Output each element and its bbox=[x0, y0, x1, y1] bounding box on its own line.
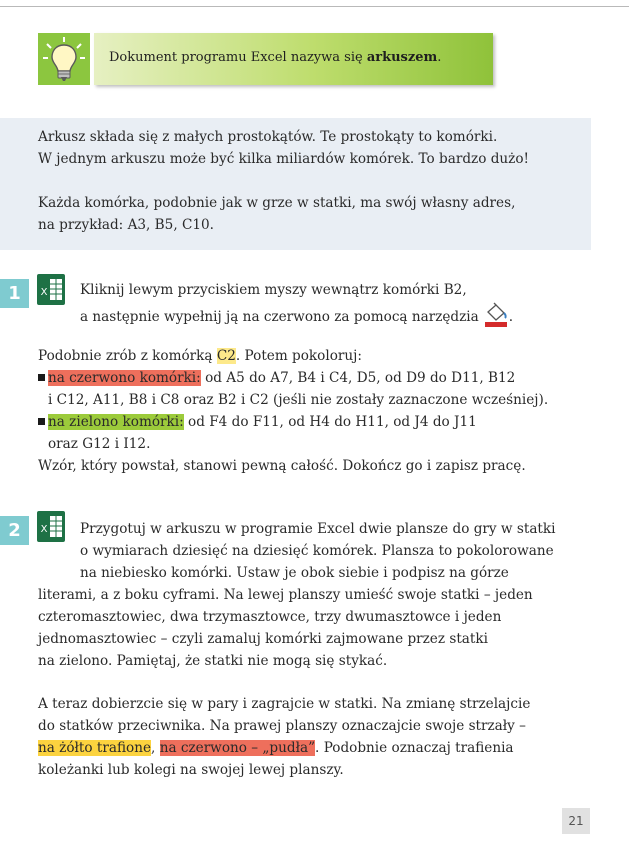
task2-line: na niebiesko komórki. Ustaw je obok siebie i podpisz na górze bbox=[80, 565, 509, 581]
tip-text: Dokument programu Excel nazywa się arkuszem. bbox=[109, 50, 442, 65]
task2-line: Przygotuj w arkuszu w programie Excel dwie plansze do gry w statki bbox=[80, 521, 556, 537]
task2-line: jednomasztowiec – czyli zamaluj komórki zajmowane przez statki bbox=[38, 631, 488, 647]
task2-line: o wymiarach dziesięć na dziesięć komórek. Plansza to pokolorowane bbox=[80, 543, 554, 559]
task2-line: na zielono. Pamiętaj, że statki nie mogą się stykać. bbox=[38, 653, 388, 669]
task2-line: literami, a z boku cyframi. Na lewej planszy umieść swoje statki – jeden bbox=[38, 587, 533, 603]
excel-icon bbox=[37, 511, 65, 542]
top-rule bbox=[0, 6, 629, 7]
tip-banner bbox=[94, 33, 493, 85]
bullet-icon bbox=[38, 374, 45, 381]
intro-line: na przykład: A3, B5, C10. bbox=[38, 217, 214, 233]
svg-text:X: X bbox=[40, 287, 48, 298]
task2-p2-line: na żółto trafione, na czerwono – „pudła”. Podobnie oznaczaj trafienia bbox=[38, 740, 514, 756]
page-number: 21 bbox=[562, 808, 590, 834]
task-number-badge: 1 bbox=[0, 279, 29, 308]
excel-icon bbox=[37, 274, 65, 305]
task1-green-item: na zielono komórki: od F4 do F11, od H4 do H11, od J4 do J11 bbox=[38, 411, 477, 433]
intro-line: Każda komórka, podobnie jak w grze w statki, ma swój własny adres, bbox=[38, 195, 516, 211]
task2-line: czteromasztowiec, dwa trzymasztowce, trzy dwumasztowce i jeden bbox=[38, 609, 502, 625]
intro-line: Arkusz składa się z małych prostokątów. Te prostokąty to komórki. bbox=[38, 129, 498, 145]
intro-line: W jednym arkuszu może być kilka miliardów komórek. To bardzo dużo! bbox=[38, 151, 529, 167]
task1-closing: Wzór, który powstał, stanowi pewną całość. Dokończ go i zapisz pracę. bbox=[38, 458, 526, 474]
task1-line2: a następnie wypełnij ją na czerwono za pomocą narzędzia . bbox=[80, 301, 513, 328]
task1-red-item: na czerwono komórki: od A5 do A7, B4 i C4, D5, od D9 do D11, B12 bbox=[38, 367, 515, 389]
task2-p2-line: A teraz dobierzcie się w pary i zagrajcie w statki. Na zmianę strzelajcie bbox=[38, 696, 531, 712]
task1-paragraph2: Podobnie zrób z komórką C2. Potem pokoloruj: bbox=[38, 348, 362, 364]
lightbulb-icon bbox=[38, 33, 90, 85]
task1-line1: Kliknij lewym przyciskiem myszy wewnątrz komórki B2, bbox=[80, 282, 467, 298]
svg-text:X: X bbox=[40, 524, 48, 535]
task-number-badge: 2 bbox=[0, 516, 29, 545]
bullet-icon bbox=[38, 418, 45, 425]
paint-bucket-icon bbox=[483, 301, 509, 327]
tip-box bbox=[38, 33, 493, 85]
task1-red-item-line2: i C12, A11, B8 i C8 oraz B2 i C2 (jeśli nie zostały zaznaczone wcześniej). bbox=[48, 392, 549, 408]
task1-green-item-line2: oraz G12 i I12. bbox=[48, 436, 151, 452]
task2-p2-line: koleżanki lub kolegi na swojej lewej planszy. bbox=[38, 762, 344, 778]
task2-p2-line: do statków przeciwnika. Na prawej planszy oznaczajcie swoje strzały – bbox=[38, 718, 526, 734]
